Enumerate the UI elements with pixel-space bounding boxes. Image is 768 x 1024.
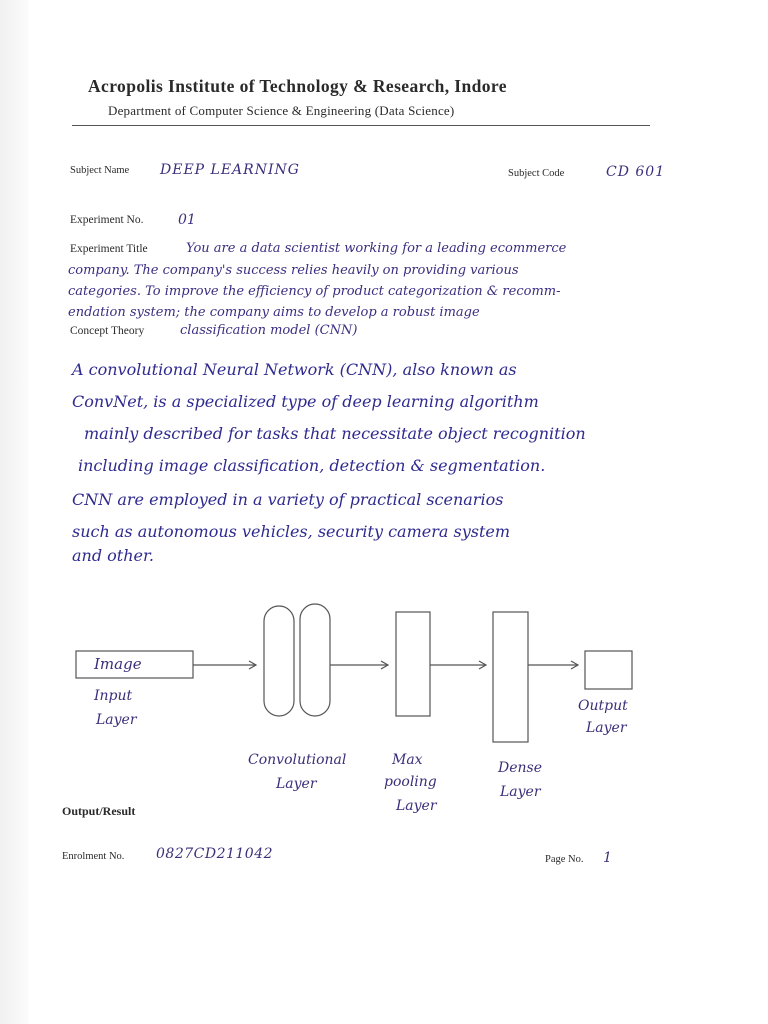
dense-layer-label: Layer <box>500 784 541 800</box>
experiment-no-label: Experiment No. <box>70 214 144 226</box>
dense-layer-label: Dense <box>498 760 542 776</box>
pool-layer-label: Layer <box>396 798 437 814</box>
concept-theory-label: Concept Theory <box>70 325 145 337</box>
input-layer-label: Layer <box>96 712 137 728</box>
input-layer-label: Input <box>94 688 133 704</box>
theory-line: A convolutional Neural Network (CNN), also known as <box>72 360 517 379</box>
theory-line: such as autonomous vehicles, security camera system <box>72 522 511 541</box>
conv-layer-label: Convolutional <box>248 752 347 768</box>
output-layer-label: Layer <box>586 720 627 736</box>
output-block <box>585 651 632 689</box>
experiment-title-line: You are a data scientist working for a leading ecommerce <box>186 241 567 256</box>
conv-filter-2 <box>300 604 330 716</box>
conv-filter-1 <box>264 606 294 716</box>
page-no-value: 1 <box>603 850 612 866</box>
output-layer-label: Output <box>578 698 628 714</box>
subject-code-value: CD 601 <box>606 164 666 180</box>
experiment-no-value: 01 <box>178 212 196 228</box>
subject-name-label: Subject Name <box>70 165 130 176</box>
experiment-title-label: Experiment Title <box>70 243 148 255</box>
dense-block <box>493 612 528 742</box>
pool-layer-label: pooling <box>384 774 437 790</box>
theory-line: CNN are employed in a variety of practical scenarios <box>72 490 504 509</box>
enrolment-label: Enrolment No. <box>62 851 125 862</box>
subject-name-value: DEEP LEARNING <box>160 162 300 178</box>
department-subtitle: Department of Computer Science & Engineering (Data Science) <box>108 103 455 118</box>
institute-title: Acropolis Institute of Technology & Research, Indore <box>88 76 507 96</box>
experiment-title-line: company. The company's success relies heavily on providing various <box>68 263 519 278</box>
experiment-title-line: categories. To improve the efficiency of product categorization & recomm- <box>68 284 561 299</box>
theory-line: and other. <box>72 546 154 565</box>
enrolment-value: 0827CD211042 <box>156 846 274 862</box>
experiment-title-line: endation system; the company aims to develop a robust image <box>68 305 480 320</box>
concept-theory-value: classification model (CNN) <box>180 323 358 338</box>
subject-code-label: Subject Code <box>508 168 565 179</box>
image-box-label: Image <box>94 655 142 673</box>
page-no-label: Page No. <box>545 854 584 865</box>
max-pooling-block <box>396 612 430 716</box>
output-result-label: Output/Result <box>62 804 136 818</box>
pool-layer-label: Max <box>392 752 423 768</box>
conv-layer-label: Layer <box>276 776 317 792</box>
theory-line: mainly described for tasks that necessitate object recognition <box>84 424 586 443</box>
theory-line: ConvNet, is a specialized type of deep learning algorithm <box>72 392 539 411</box>
theory-line: including image classification, detection & segmentation. <box>78 456 546 475</box>
